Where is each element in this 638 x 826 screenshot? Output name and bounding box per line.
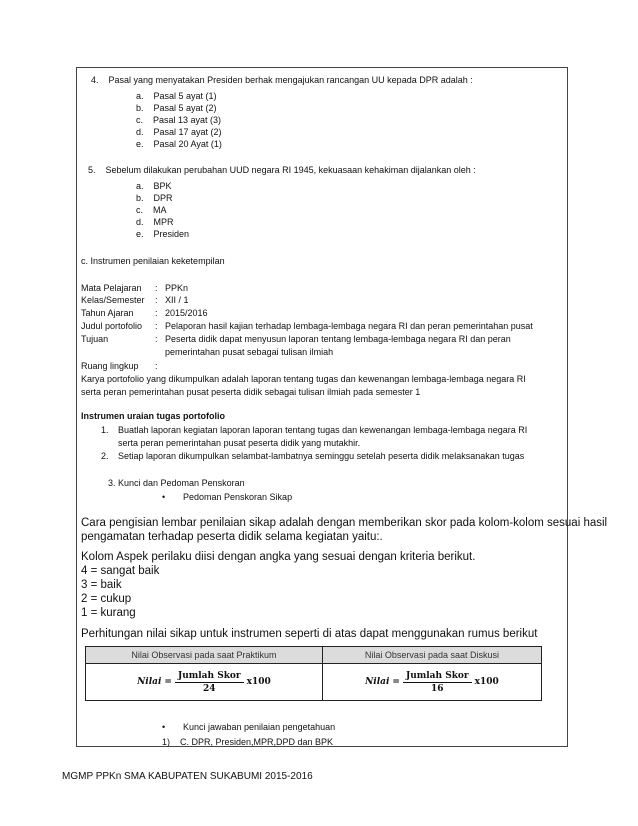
colon: : — [155, 283, 158, 293]
tujuan-value-line1: Peserta didik dapat menyusun laporan tentang lembaga-lembaga negara RI dan peran — [165, 334, 511, 344]
uraian-item2-text: Setiap laporan dikumpulkan selambat-lambatnya seminggu setelah peserta didik melaksanakan tugas — [118, 451, 525, 461]
q4-option-e: e. Pasal 20 Ayat (1) — [136, 139, 222, 149]
question-5: 5. Sebelum dilakukan perubahan UUD negara RI 1945, kekuasaan kehakiman dijalankan oleh : — [88, 165, 476, 175]
numerator: Jumlah Skor — [175, 671, 244, 683]
page-footer: MGMP PPKn SMA KABUPATEN SUKABUMI 2015-2016 — [62, 771, 313, 782]
nilai-symbol: Nilai — [365, 677, 390, 687]
q4-option-d: d. Pasal 17 ayat (2) — [136, 127, 222, 137]
tujuan-value-line2: pemerintahan pusat sebagai tulisan ilmiah — [165, 347, 334, 357]
fraction — [175, 671, 244, 694]
formula-praktikum — [86, 664, 323, 701]
jawaban-item-1: 1) C. DPR, Presiden,MPR,DPD dan BPK — [162, 737, 334, 747]
judul-label: Judul portofolio — [81, 321, 143, 331]
equals-sign: = — [164, 677, 172, 687]
scale-1: 1 = kurang — [81, 607, 136, 619]
scale-2: 2 = cukup — [81, 593, 132, 605]
karya-line2: serta peran pemerintahan pusat peserta didik sebagai tulisan ilmiah pada semester 1 — [81, 387, 421, 397]
q5-option-a: a. BPK — [136, 181, 172, 191]
q4-option-a: a. Pasal 5 ayat (1) — [136, 91, 217, 101]
q4-option-b: b. Pasal 5 ayat (2) — [136, 103, 217, 113]
colon: : — [155, 321, 158, 331]
uraian-item1-line2: serta peran pemerintahan pusat peserta didik yang mutakhir. — [118, 438, 361, 448]
q5-option-d: d. MPR — [136, 217, 174, 227]
kelas-value: XII / 1 — [165, 295, 189, 305]
nilai-table — [85, 646, 542, 701]
denominator: 16 — [431, 683, 444, 694]
kolom-aspek: Kolom Aspek perilaku diisi dengan angka yang sesuai dengan kriteria berikut. — [81, 551, 476, 563]
numerator: Jumlah Skor — [403, 671, 472, 683]
uraian-item1-line1: Buatlah laporan kegiatan laporan laporan tentang tugas dan kewenangan lembaga-lembaga negara RI — [118, 425, 528, 435]
denominator: 24 — [203, 683, 216, 694]
colon: : — [155, 361, 158, 371]
uraian-heading: Instrumen uraian tugas portofolio — [81, 411, 226, 421]
perhitungan: Perhitungan nilai sikap untuk instrumen seperti di atas dapat menggunakan rumus berikut — [81, 628, 538, 640]
multiplier: x100 — [474, 677, 499, 687]
uraian-item1-number: 1. — [101, 425, 109, 435]
scale-4: 4 = sangat baik — [81, 565, 160, 577]
uraian-item2-number: 2. — [101, 451, 109, 461]
q5-option-b: b. DPR — [136, 193, 173, 203]
question-4: 4. Pasal yang menyatakan Presiden berhak mengajukan rancangan UU kepada DPR adalah : — [91, 75, 473, 85]
table-header-diskusi: Nilai Observasi pada saat Diskusi — [322, 647, 541, 664]
ruang-label: Ruang lingkup — [81, 361, 139, 371]
kelas-label: Kelas/Semester — [81, 295, 145, 305]
fraction — [403, 671, 472, 694]
tahun-value: 2015/2016 — [165, 308, 208, 318]
mapel-label: Mata Pelajaran — [81, 283, 142, 293]
cara-line2: pengamatan terhadap peserta didik selama kegiatan yaitu:. — [81, 531, 383, 543]
tujuan-label: Tujuan — [81, 334, 109, 344]
q5-option-e: e. Presiden — [136, 229, 190, 239]
scale-3: 3 = baik — [81, 579, 122, 591]
colon: : — [155, 334, 158, 344]
judul-value: Pelaporan hasil kajian terhadap lembaga-lembaga negara RI dan peran pemerintahan pusat — [165, 321, 533, 331]
table-header-praktikum: Nilai Observasi pada saat Praktikum — [86, 647, 323, 664]
bullet-icon: • — [162, 492, 166, 502]
karya-line1: Karya portofolio yang dikumpulkan adalah laporan tentang tugas dan kewenangan lembaga-lembaga negara RI — [81, 374, 526, 384]
mapel-value: PPKn — [165, 283, 189, 293]
q5-option-c: c. MA — [136, 205, 167, 215]
multiplier: x100 — [246, 677, 271, 687]
colon: : — [155, 308, 158, 318]
equals-sign: = — [392, 677, 400, 687]
kunci-jawaban-heading: Kunci jawaban penilaian pengetahuan — [183, 722, 336, 732]
tahun-label: Tahun Ajaran — [81, 308, 134, 318]
formula-diskusi — [322, 664, 541, 701]
kunci-heading: 3. Kunci dan Pedoman Penskoran — [108, 478, 245, 488]
pedoman-sikap: Pedoman Penskoran Sikap — [183, 492, 293, 502]
section-c-title: c. Instrumen penilaian keketempilan — [81, 256, 225, 266]
nilai-symbol: Nilai — [137, 677, 162, 687]
cara-line1: Cara pengisian lembar penilaian sikap adalah dengan memberikan skor pada kolom-kolom sesuai hasil — [81, 517, 608, 529]
bullet-icon: • — [162, 722, 166, 732]
colon: : — [155, 295, 158, 305]
q4-option-c: c. Pasal 13 ayat (3) — [136, 115, 222, 125]
